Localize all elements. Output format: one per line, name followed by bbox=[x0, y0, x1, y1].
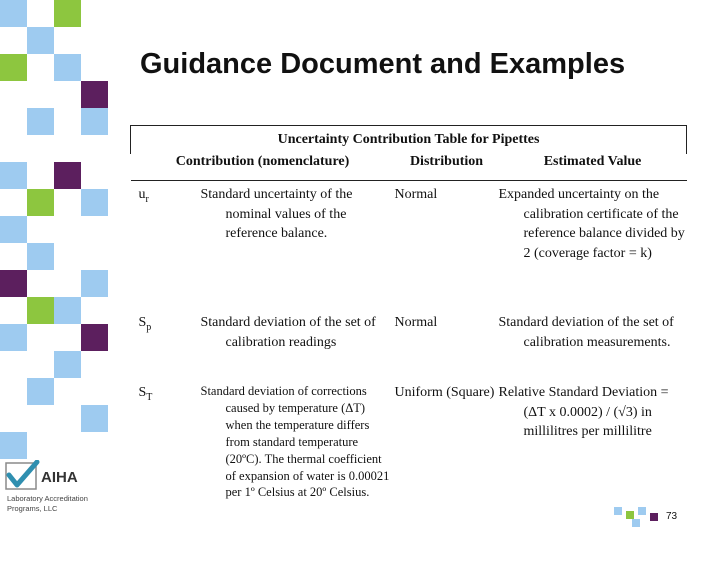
mosaic-tile bbox=[54, 54, 81, 81]
header-estimated-value: Estimated Value bbox=[499, 154, 687, 181]
row-distribution: Normal bbox=[394, 187, 438, 202]
row-symbol: $S_T$ bbox=[138, 385, 153, 403]
mini-tile bbox=[650, 513, 658, 521]
mosaic-tile bbox=[81, 189, 108, 216]
mosaic-tile bbox=[54, 0, 81, 27]
mosaic-tile bbox=[0, 432, 27, 459]
slide-title: Guidance Document and Examples bbox=[140, 48, 626, 80]
table-row bbox=[131, 181, 687, 310]
row-estimated-value: Relative Standard Deviation = (ΔT x 0.0002) / (√3) in millilitres per millilitre bbox=[498, 385, 669, 439]
header-contribution: Contribution (nomenclature) bbox=[131, 154, 395, 181]
row-distribution: Normal bbox=[394, 315, 438, 330]
row-estimated-value: Expanded uncertainty on the calibration certificate of the reference balance divided by 2 (coverage factor = k) bbox=[498, 187, 685, 261]
row-estimated-value: Standard deviation of the set of calibration measurements. bbox=[498, 315, 674, 350]
header-distribution: Distribution bbox=[395, 154, 499, 181]
mosaic-tile bbox=[27, 27, 54, 54]
mini-tile bbox=[626, 511, 634, 519]
mosaic-tile bbox=[54, 297, 81, 324]
table-row bbox=[131, 309, 687, 379]
mosaic-tile bbox=[81, 108, 108, 135]
page-number: 73 bbox=[666, 511, 678, 522]
mosaic-tile bbox=[0, 216, 27, 243]
row-contribution: Standard deviation of corrections caused by temperature (ΔT) when the temperature differs from standard temperature (20ºC). The thermal coefficient of expansion of water is 0.00021 per 1º Celsius at 20º Celsius. bbox=[200, 384, 390, 500]
mosaic-tile bbox=[81, 324, 108, 351]
mini-tile bbox=[614, 507, 622, 515]
logo-line-1: Laboratory Accreditation bbox=[7, 494, 88, 503]
row-contribution: Standard uncertainty of the nominal values of the reference balance. bbox=[200, 187, 353, 241]
table-caption: Uncertainty Contribution Table for Pipettes bbox=[131, 126, 687, 155]
uncertainty-table bbox=[130, 125, 687, 561]
aiha-logo bbox=[3, 460, 107, 516]
table-row bbox=[131, 379, 687, 561]
mini-tile bbox=[632, 519, 640, 527]
mosaic-tile bbox=[0, 162, 27, 189]
logo-wordmark: AIHA bbox=[41, 469, 78, 486]
mosaic-tile bbox=[27, 243, 54, 270]
aiha-logo-graphic bbox=[3, 460, 107, 516]
row-symbol: $u_r$ bbox=[138, 187, 149, 205]
row-contribution: Standard deviation of the set of calibration readings bbox=[200, 315, 376, 350]
mosaic-tile bbox=[0, 0, 27, 27]
mosaic-tile bbox=[0, 270, 27, 297]
row-distribution: Uniform (Square) bbox=[394, 385, 495, 400]
mosaic-tile bbox=[81, 405, 108, 432]
mosaic-tile bbox=[0, 54, 27, 81]
logo-line-2: Programs, LLC bbox=[7, 504, 58, 513]
mini-tile bbox=[638, 507, 646, 515]
mosaic-tile bbox=[27, 378, 54, 405]
mosaic-tile bbox=[54, 351, 81, 378]
row-symbol: $S_p$ bbox=[138, 315, 152, 333]
mosaic-tile bbox=[27, 108, 54, 135]
mosaic-tile bbox=[27, 297, 54, 324]
mosaic-tile bbox=[81, 81, 108, 108]
mosaic-tile bbox=[0, 324, 27, 351]
mosaic-tile bbox=[81, 270, 108, 297]
mosaic-tile bbox=[54, 162, 81, 189]
mosaic-tile bbox=[27, 189, 54, 216]
decorative-mosaic bbox=[0, 0, 108, 540]
